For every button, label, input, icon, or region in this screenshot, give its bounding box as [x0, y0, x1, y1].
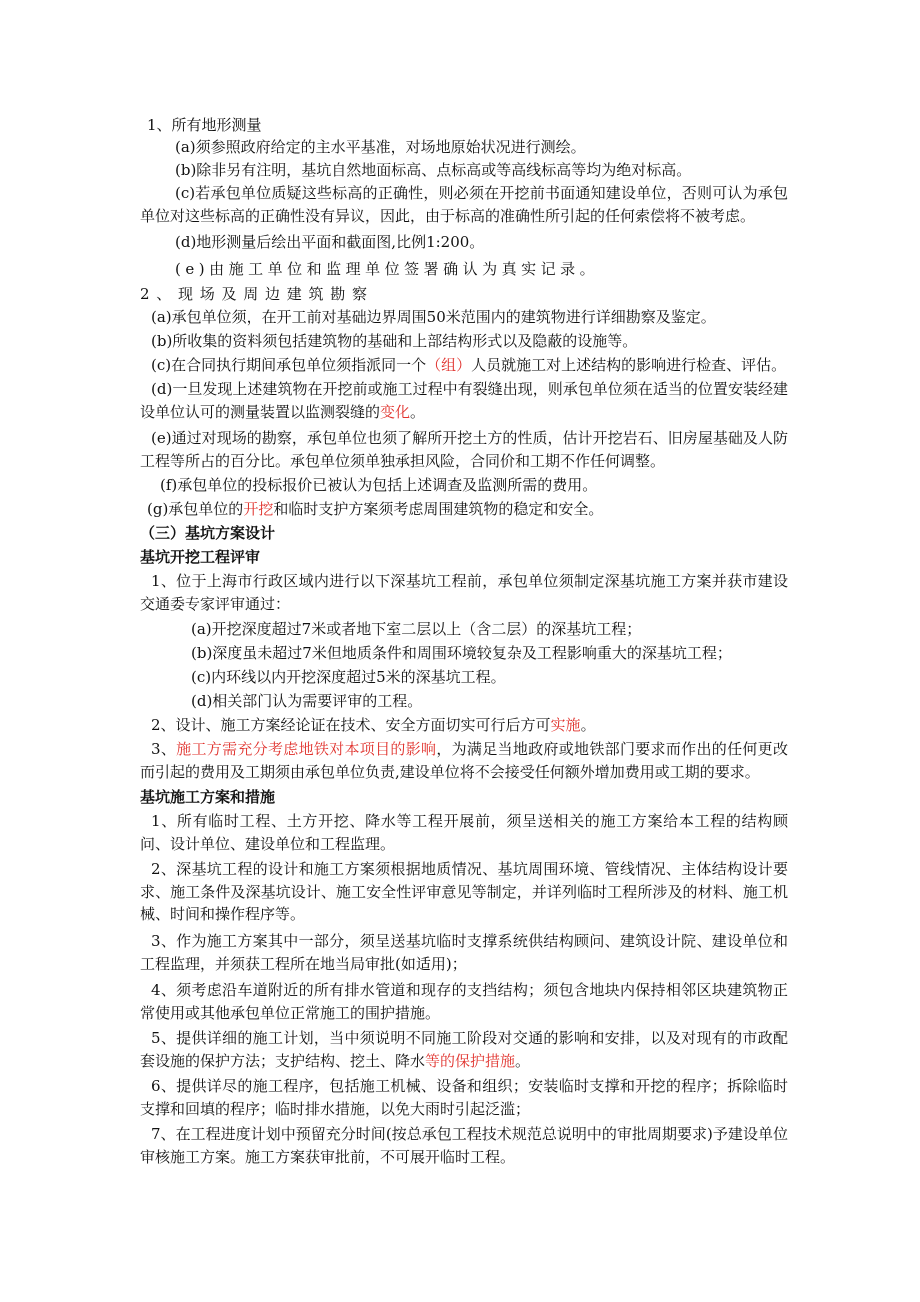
s2-item-f: (f)承包单位的投标报价已被认为包括上述调查及监测所需的费用。	[160, 476, 598, 494]
review-item-2	[151, 714, 799, 737]
s1-item-d: (d)地形测量后绘出平面和截面图,比例1:200。	[175, 233, 485, 251]
review-item-2-text: 2、设计、施工方案经论证在技术、安全方面切实可行后方可	[151, 716, 551, 734]
measure-item-5	[140, 1027, 788, 1072]
s2-item-g	[147, 498, 795, 521]
measure-item-4: 4、须考虑沿车道附近的所有排水管道和现存的支挡结构；须包含地块内保持相邻区块建筑物正常使用或其他承包单位正常施工的围护措施。	[140, 981, 788, 1022]
s2-item-c-text: (c)在合同执行期间承包单位须指派同一个	[151, 356, 427, 374]
review-item-1c: (c)内环线以内开挖深度超过5米的深基坑工程。	[191, 668, 506, 686]
measure-item-7: 7、在工程进度计划中预留充分时间(按总承包工程技术规范总说明中的审批周期要求)予建设单位审核施工方案。施工方案获审批前，不可展开临时工程。	[140, 1125, 788, 1166]
review-item-1b: (b)深度虽未超过7米但地质条件和周围环境较复杂及工程影响重大的深基坑工程；	[191, 644, 732, 662]
s2-item-c-highlight: （组）	[426, 356, 472, 374]
review-item-1d: (d)相关部门认为需要评审的工程。	[191, 692, 423, 710]
measure-item-5-text-end: 。	[515, 1051, 531, 1070]
s2-item-d-highlight: 变化	[380, 402, 411, 421]
s2-item-b: (b)所收集的资料须包括建筑物的基础和上部结构形式以及隐蔽的设施等。	[151, 332, 638, 350]
s1-item-a: (a)须参照政府给定的主水平基准，对场地原始状况进行测绘。	[175, 138, 586, 156]
measure-item-6: 6、提供详尽的施工程序，包括施工机械、设备和组织；安装临时支撑和开挖的程序；拆除临时支撑和回填的程序；临时排水措施，以免大雨时引起泛滥；	[140, 1077, 788, 1118]
s2-item-d-text: (d)一旦发现上述建筑物在开挖前或施工过程中有裂缝出现，则承包单位须在适当的位置安装经建设单位认可的测量装置以监测裂缝的	[140, 380, 788, 421]
review-item-3-text-end: ，为满足当地政府或地铁部门要求而作出的任何更改而引起的费用及工期须由承包单位负责,建设单位将不会接受任何额外增加费用或工期的要求。	[140, 740, 788, 781]
measure-item-1: 1、所有临时工程、土方开挖、降水等工程开展前，须呈送相关的施工方案给本工程的结构顾问、设计单位、建设单位和工程监理。	[140, 812, 788, 853]
s2-title: 2、现场及周边建筑勘察	[140, 285, 374, 303]
s1-item-b: (b)除非另有注明，基坑自然地面标高、点标高或等高线标高等均为绝对标高。	[175, 161, 692, 179]
review-item-3	[140, 738, 788, 783]
review-item-1a: (a)开挖深度超过7米或者地下室二层以上（含二层）的深基坑工程；	[191, 620, 642, 638]
review-item-1: 1、位于上海市行政区域内进行以下深基坑工程前，承包单位须制定深基坑施工方案并获市建设交通委专家评审通过：	[140, 572, 788, 613]
s2-item-g-highlight: 开挖	[243, 500, 274, 518]
review-item-3-highlight: 施工方需充分考虑地铁对本项目的影响	[176, 740, 437, 758]
measure-item-5-highlight: 等的保护措施	[425, 1051, 516, 1070]
measure-item-3: 3、作为施工方案其中一部分，须呈送基坑临时支撑系统供结构顾问、建筑设计院、建设单位和工程监理，并须获工程所在地当局审批(如适用)；	[140, 932, 788, 973]
review-item-3-text: 3、	[151, 740, 177, 758]
measure-item-2: 2、深基坑工程的设计和施工方案须根据地质情况、基坑周围环境、管线情况、主体结构设计要求、施工条件及深基坑设计、施工安全性评审意见等制定，并详列临时工程所涉及的材料、施工机械、时间和操作程序等。	[140, 860, 788, 923]
s2-item-d-text-end: 。	[410, 402, 426, 421]
measure-item-5-text: 5、提供详细的施工计划，当中须说明不同施工阶段对交通的影响和安排，以及对现有的市政配套设施的保护方法；支护结构、挖土、降水	[140, 1029, 788, 1070]
measures-heading: 基坑施工方案和措施	[140, 788, 276, 806]
s2-item-a: (a)承包单位须，在开工前对基础边界周围50米范围内的建筑物进行详细勘察及鉴定。	[151, 308, 716, 326]
review-item-2-highlight: 实施	[550, 716, 581, 734]
s2-item-e: (e)通过对现场的勘察，承包单位也须了解所开挖土方的性质，估计开挖岩石、旧房屋基础及人防工程等所占的百分比。承包单位须单独承担风险，合同价和工期不作任何调整。	[140, 429, 788, 470]
sec3-title: （三）基坑方案设计	[140, 524, 276, 542]
review-heading: 基坑开挖工程评审	[140, 548, 261, 566]
review-item-2-text-end: 。	[580, 716, 596, 734]
s1-item-e: (e)由施工单位和监理单位签署确认为真实记录。	[175, 260, 600, 278]
s2-item-d	[140, 378, 788, 423]
s2-item-c	[151, 354, 799, 377]
s2-item-g-text: (g)承包单位的	[147, 500, 244, 518]
s1-item-c: (c)若承包单位质疑这些标高的正确性，则必须在开挖前书面通知建设单位，否则可认为承包单位对这些标高的正确性没有异议，因此，由于标高的准确性所引起的任何索偿将不被考虑。	[140, 184, 788, 225]
s2-item-c-text-end: 人员就施工对上述结构的影响进行检查、评估。	[471, 356, 787, 374]
s2-item-g-text-end: 和临时支护方案须考虑周围建筑物的稳定和安全。	[273, 500, 604, 518]
s1-title: 1、所有地形测量	[147, 116, 262, 134]
